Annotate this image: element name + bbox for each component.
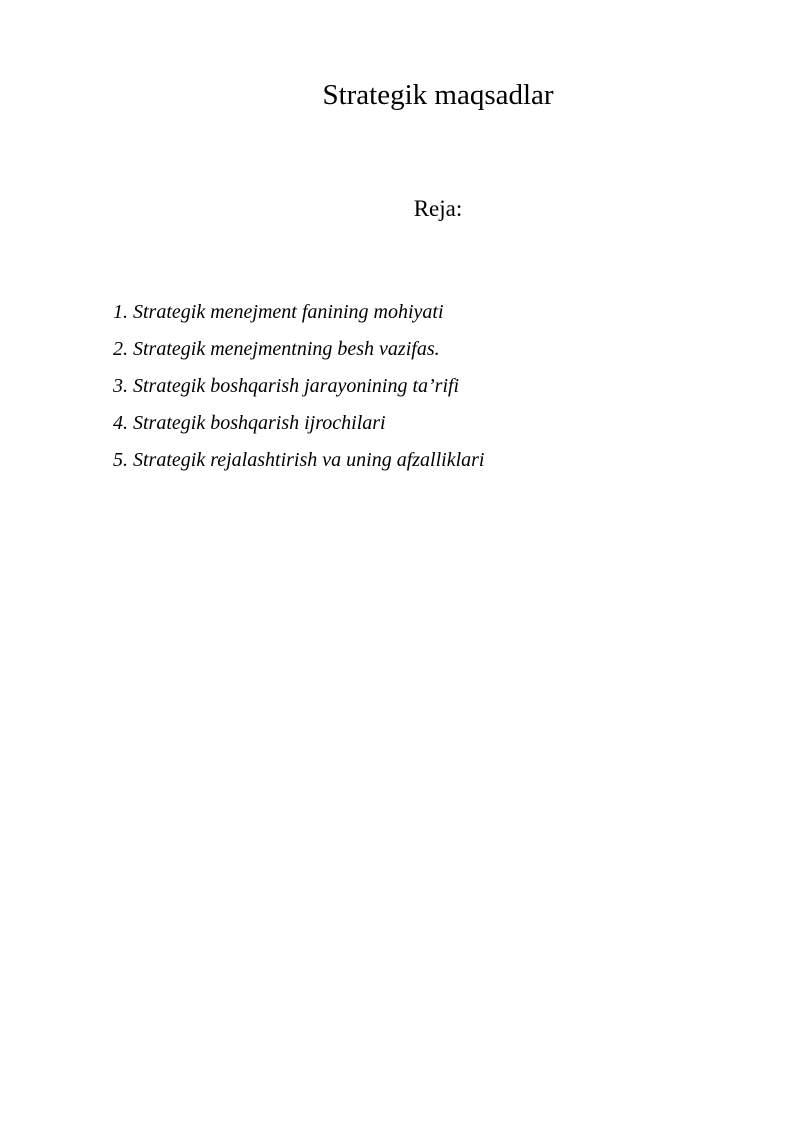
plan-list xyxy=(113,297,484,482)
list-item-text: Strategik menejmentning besh vazifas. xyxy=(133,338,440,360)
list-item-text: Strategik menejment fanining mohiyati xyxy=(133,301,444,323)
list-item xyxy=(113,445,484,482)
plan-heading: Reja: xyxy=(413,196,463,221)
list-item-number: 3. xyxy=(113,375,128,397)
list-item xyxy=(113,408,484,445)
list-item xyxy=(113,371,484,408)
list-item-number: 2. xyxy=(113,338,128,360)
list-item xyxy=(113,334,484,371)
list-item-text: Strategik boshqarish ijrochilari xyxy=(133,412,386,434)
list-item-number: 1. xyxy=(113,301,128,323)
list-item-text: Strategik boshqarish jarayonining ta’rifi xyxy=(133,375,460,397)
list-item-number: 4. xyxy=(113,412,128,434)
list-item xyxy=(113,297,484,334)
list-item-text: Strategik rejalashtirish va uning afzalliklari xyxy=(133,449,485,471)
document-title: Strategik maqsadlar xyxy=(322,79,554,111)
list-item-number: 5. xyxy=(113,449,128,471)
